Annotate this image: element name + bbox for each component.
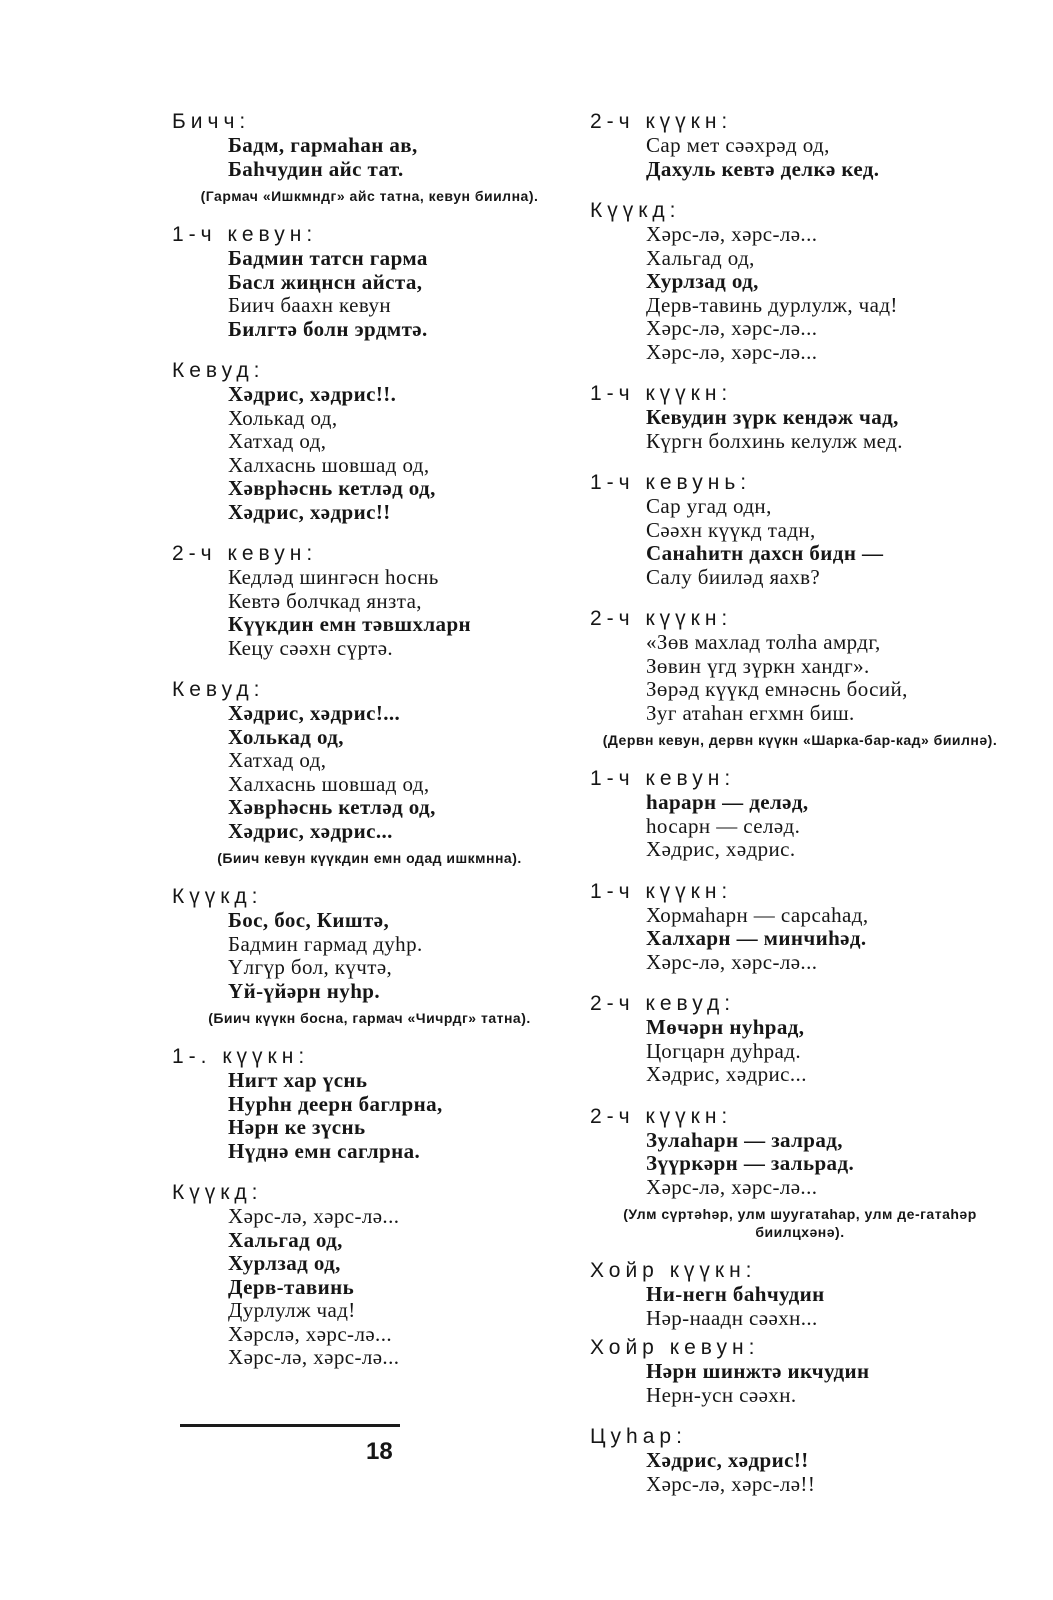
speaker-name: 1-ч кевун: xyxy=(172,223,318,246)
verse-line: Хәдрис, хәдрис!... xyxy=(228,701,401,725)
verse-line: Хатхад од, xyxy=(228,748,327,772)
verse-line: Зөрәд күүкд емнәснь босий, xyxy=(646,677,908,701)
speech-block xyxy=(172,678,567,867)
verse-line: Бадмин гармад дуhр. xyxy=(228,931,423,956)
stage-direction: (Биич кевун күүкдин емн одад ишкмнна). xyxy=(217,850,522,866)
verse-line: Санаhитн дахсн бидн — xyxy=(646,541,884,565)
verse-line: Күргн болхинь келулж мед. xyxy=(646,428,903,453)
speaker-name: 2-ч күүкн: xyxy=(590,607,733,630)
verse-line: Салу биилəд яахв? xyxy=(646,564,821,589)
verse-line: Нүднә емн саглрна. xyxy=(228,1138,421,1163)
verse-line: Хәдрис, хәдрис!!. xyxy=(228,382,397,406)
verse-line: Сар угад одн, xyxy=(646,494,772,518)
verse-line: Нигт хар үснь xyxy=(228,1068,368,1092)
verse-line: Дурлулж чад! xyxy=(228,1298,356,1322)
stage-direction: (Дервн кевун, дервн күүкн «Шарка-бар-кад» биилнә). xyxy=(602,732,998,748)
verse-line: Бадм, гармаhан ав, xyxy=(228,133,418,157)
verse-line: Нурhн деерн баглрна, xyxy=(228,1091,443,1116)
verse-line: Халхаснь шовшад од, xyxy=(228,771,430,796)
verse-line: Мөчәрн нуhрад, xyxy=(646,1015,805,1039)
verse-line: Хәрс-лә, хәрс-лә... xyxy=(228,1345,400,1369)
verse-line: Нәр-наадн сәәхн... xyxy=(646,1305,818,1330)
verse-line: Хәврhәснь кетләд од, xyxy=(228,476,436,500)
speech-block xyxy=(172,542,567,660)
verse-line: Нәрн ке зүснь xyxy=(228,1115,366,1139)
speech-block xyxy=(172,1045,567,1163)
speaker-name: Күүкд: xyxy=(172,885,263,908)
speaker-name: 1-ч кевун: xyxy=(590,767,736,790)
verse-line: Күүкдин емн тәвшхларн xyxy=(228,612,472,636)
speech-block xyxy=(172,885,567,1027)
verse-line: Хатхад од, xyxy=(228,429,327,453)
verse-line: Хәрс-лә, хәрс-лә... xyxy=(228,1204,400,1228)
speaker-name: 1-ч кевунь: xyxy=(590,471,752,494)
left-column xyxy=(172,110,567,1388)
verse-line: Хальгад од, xyxy=(228,1227,343,1252)
verse-line: Хәдрис, хәдрис... xyxy=(646,1062,807,1086)
verse-line: Хәрс-лә, хәрс-лә... xyxy=(646,1174,818,1199)
verse-line: Цогцарн дуhрад. xyxy=(646,1038,801,1063)
verse-line: Хурлзад од, xyxy=(228,1251,341,1275)
speech-block xyxy=(590,1259,1010,1330)
speaker-name: Цуhар: xyxy=(590,1425,687,1448)
stage-direction: (Биич күүкн босна, гармач «Чичрдг» татна). xyxy=(208,1010,531,1026)
verse-line: Баhчудин айс тат. xyxy=(228,156,404,181)
speech-block xyxy=(590,1425,1010,1496)
footer-rule xyxy=(180,1424,400,1427)
verse-line: Холькад од, xyxy=(228,405,338,430)
speaker-name: 1-. күүкн: xyxy=(172,1045,310,1068)
speech-block xyxy=(172,1181,567,1370)
speech-block xyxy=(172,359,567,524)
verse-line: Халхаснь шовшад од, xyxy=(228,452,430,477)
verse-line: Хәрс-лә, хәрс-лә... xyxy=(646,339,818,364)
speaker-name: 2-ч күүкн: xyxy=(590,1104,733,1128)
verse-line: Хәрс-лә, хәрс-лә... xyxy=(646,949,818,974)
verse-line: Кевтә болчкад янзта, xyxy=(228,588,422,613)
speech-block xyxy=(590,880,1010,975)
speaker-name: Кевуд: xyxy=(172,359,265,382)
verse-line: Хальгад од, xyxy=(646,245,755,270)
verse-line: Хәдрис, хәдрис... xyxy=(228,818,393,843)
speaker-name: Күүкд: xyxy=(590,199,681,222)
speech-block xyxy=(590,471,1010,589)
speech-block xyxy=(172,110,567,205)
verse-line: Кевудин зүрк кендәж чад, xyxy=(646,405,899,429)
speech-block xyxy=(590,1336,1010,1407)
verse-line: Зөвин үгд зүркн хандг». xyxy=(646,653,870,678)
verse-line: Бадмин татсн гарма xyxy=(228,246,428,270)
verse-line: «Зөв махлад толhа амрдг, xyxy=(646,630,881,654)
speech-block xyxy=(590,382,1010,453)
verse-line: Үй-үйәрн нуhр. xyxy=(228,978,381,1003)
verse-line: Дерв-тавинь xyxy=(228,1274,355,1299)
verse-line: Холькад од, xyxy=(228,724,344,749)
speaker-name: Хойр күүкн: xyxy=(590,1259,757,1282)
verse-line: Зүүркәрн — зальрад. xyxy=(646,1151,855,1175)
speech-block xyxy=(590,1105,1010,1242)
speaker-name: 1-ч күүкн: xyxy=(590,879,733,903)
verse-line: Үлгүр бол, күчтә, xyxy=(228,955,393,979)
speech-block xyxy=(590,767,1010,862)
verse-line: hарарн — деләд, xyxy=(646,790,809,814)
right-column xyxy=(590,110,1010,1514)
speaker-name: 1-ч күүкн: xyxy=(590,382,733,405)
speaker-name: Бичч: xyxy=(172,110,251,133)
stage-direction: (Улм сүртәhәр, улм шуугатаhар, улм де-гатаhәр биилцхәнә). xyxy=(623,1206,977,1240)
verse-line: Билгтә болн эрдмтә. xyxy=(228,316,428,341)
verse-line: Нерн-усн сәәхн. xyxy=(646,1382,797,1407)
verse-line: Хәврhәснь кетләд од, xyxy=(228,795,436,819)
stage-direction: (Гармач «Ишкмндг» айс татна, кевун биилна). xyxy=(200,188,539,204)
speaker-name: 2-ч кевуд: xyxy=(590,992,736,1015)
verse-line: Халхарн — минчиhәд. xyxy=(646,926,867,950)
verse-line: Хәрс-лә, хәрс-лә!! xyxy=(646,1471,816,1496)
verse-line: Хормаhарн — сарсаhад, xyxy=(646,902,869,927)
verse-line: Кецу сәәхн сүртә. xyxy=(228,635,394,660)
verse-line: hосарн — селәд. xyxy=(646,813,801,838)
verse-line: Хәрслә, хәрс-лә... xyxy=(228,1321,392,1346)
speech-block xyxy=(590,992,1010,1087)
verse-line: Нәрн шинжтә икчудин xyxy=(646,1359,870,1383)
verse-line: Дахуль кевтә делкә кед. xyxy=(646,156,880,181)
verse-line: Басл жиңнсн айста, xyxy=(228,269,423,294)
speech-block xyxy=(590,607,1010,749)
verse-line: Бос, бос, Киштә, xyxy=(228,908,390,932)
speech-block xyxy=(590,110,1010,181)
verse-line: Биич баахн кевун xyxy=(228,293,391,317)
verse-line: Дерв-тавинь дурлулж, чад! xyxy=(646,292,898,317)
speaker-name: Кевуд: xyxy=(172,678,265,701)
verse-line: Хурлзад од, xyxy=(646,269,759,293)
speaker-name: Күүкд: xyxy=(172,1181,263,1204)
speaker-name: 2-ч кевун: xyxy=(172,542,318,565)
page-number: 18 xyxy=(366,1438,393,1465)
verse-line: Сәәхн күүкд тадн, xyxy=(646,517,816,542)
verse-line: Хәдрис, хәдрис!! xyxy=(228,499,391,524)
verse-line: Зулаhарн — залрад, xyxy=(646,1127,843,1152)
verse-line: Сар мет сәәхрәд од, xyxy=(646,133,830,157)
verse-line: Хәдрис, хәдрис. xyxy=(646,837,796,861)
verse-line: Хәрс-лә, хәрс-лә... xyxy=(646,222,818,246)
verse-line: Ни-негн баhчудин xyxy=(646,1282,825,1306)
verse-line: Хәрс-лә, хәрс-лә... xyxy=(646,316,818,340)
verse-line: Зуг атаhан егхмн биш. xyxy=(646,700,855,725)
speech-block xyxy=(172,223,567,341)
verse-line: Хәдрис, хәдрис!! xyxy=(646,1448,809,1472)
speech-block xyxy=(590,199,1010,364)
verse-line: Кедләд шингәсн hоснь xyxy=(228,565,439,589)
speaker-name: Хойр кевун: xyxy=(590,1336,760,1359)
speaker-name: 2-ч күүкн: xyxy=(590,110,733,133)
